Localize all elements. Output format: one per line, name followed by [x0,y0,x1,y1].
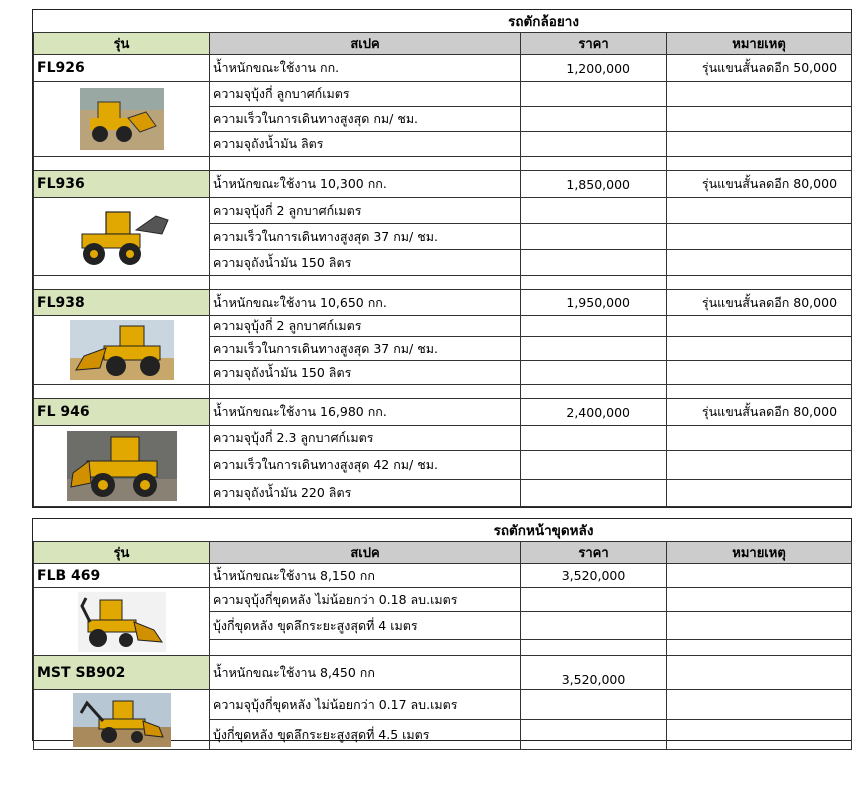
wheel-loader-table [32,9,852,508]
machine-photo [34,316,210,385]
header-model: รุ่น [34,542,210,564]
wheel-loader-photo-icon [80,88,164,150]
note-cell [667,564,852,588]
machine-photo [34,198,210,276]
note-cell: รุ่นแขนสั้นลดอีก 80,000 [667,171,852,198]
spec-cell: ความจุถังน้ำมัน 150 ลิตร [210,250,521,276]
machine-photo [34,588,210,656]
spec-cell: บุ้งกี่ขุดหลัง ขุดลึกระยะสูงสุดที่ 4.5 เมตร [210,720,521,750]
section-title: รถตักล้อยาง [34,10,852,33]
header-model: รุ่น [34,33,210,55]
header-note: หมายเหตุ [667,33,852,55]
spec-cell: น้ำหนักขณะใช้งาน 8,450 กก [210,656,521,690]
spec-cell: น้ำหนักขณะใช้งาน 16,980 กก. [210,399,521,426]
table-row [34,290,852,316]
backhoe-loader-photo-icon [78,592,166,652]
price-cell: 1,850,000 [521,171,667,198]
spec-cell: น้ำหนักขณะใช้งาน 10,650 กก. [210,290,521,316]
section-title: รถตักหน้าขุดหลัง [34,519,852,542]
note-cell: รุ่นแขนสั้นลดอีก 50,000 [667,55,852,82]
header-spec: สเปค [210,33,521,55]
header-price: ราคา [521,542,667,564]
table-row [34,399,852,426]
spec-cell: ความจุถังน้ำมัน 150 ลิตร [210,361,521,385]
note-cell: รุ่นแขนสั้นลดอีก 80,000 [667,399,852,426]
table-row [34,171,852,198]
spec-cell: บุ้งกี่ขุดหลัง ขุดลึกระยะสูงสุดที่ 4 เมตร [210,612,521,640]
spec-cell: ความจุบุ้งกี่ ลูกบาศก์เมตร [210,82,521,107]
spec-cell: ความจุบุ้งกี่ 2 ลูกบาศก์เมตร [210,316,521,337]
model-name: FL926 [34,55,210,82]
table-row [34,55,852,82]
spec-cell: น้ำหนักขณะใช้งาน 8,150 กก [210,564,521,588]
table-row [34,656,852,690]
spec-cell: น้ำหนักขณะใช้งาน กก. [210,55,521,82]
backhoe-loader-table [32,518,852,741]
spec-cell: ความเร็วในการเดินทางสูงสุด 37 กม/ ชม. [210,224,521,250]
model-name: FLB 469 [34,564,210,588]
spec-cell: ความเร็วในการเดินทางสูงสุด กม/ ชม. [210,107,521,132]
price-cell: 3,520,000 [521,564,667,588]
price-cell: 1,200,000 [521,55,667,82]
note-cell: รุ่นแขนสั้นลดอีก 80,000 [667,290,852,316]
machine-photo [34,426,210,507]
model-name: FL 946 [34,399,210,426]
model-name: MST SB902 [34,656,210,690]
header-price: ราคา [521,33,667,55]
spec-cell: ความจุถังน้ำมัน 220 ลิตร [210,480,521,507]
spec-cell: ความจุบุ้งกี่ 2.3 ลูกบาศก์เมตร [210,426,521,451]
machine-photo [34,690,210,750]
spec-cell: น้ำหนักขณะใช้งาน 10,300 กก. [210,171,521,198]
spec-cell: ความเร็วในการเดินทางสูงสุด 37 กม/ ชม. [210,337,521,361]
spec-cell: ความจุบุ้งกี่ 2 ลูกบาศก์เมตร [210,198,521,224]
price-cell: 3,520,000 [521,656,667,690]
header-spec: สเปค [210,542,521,564]
machine-photo [34,82,210,157]
model-name: FL936 [34,171,210,198]
model-name: FL938 [34,290,210,316]
table-row [34,564,852,588]
price-cell: 2,400,000 [521,399,667,426]
spec-cell: ความจุบุ้งกี่ขุดหลัง ไม่น้อยกว่า 0.18 ลบ.เมตร [210,588,521,612]
wheel-loader-photo-icon [70,320,174,380]
note-cell [667,656,852,690]
backhoe-loader-photo-icon [73,693,171,747]
price-cell: 1,950,000 [521,290,667,316]
wheel-loader-photo-icon [72,204,172,270]
spec-cell: ความจุถังน้ำมัน ลิตร [210,132,521,157]
header-note: หมายเหตุ [667,542,852,564]
spec-cell: ความจุบุ้งกี่ขุดหลัง ไม่น้อยกว่า 0.17 ลบ.เมตร [210,690,521,720]
wheel-loader-photo-icon [67,431,177,501]
spec-cell: ความเร็วในการเดินทางสูงสุด 42 กม/ ชม. [210,451,521,480]
